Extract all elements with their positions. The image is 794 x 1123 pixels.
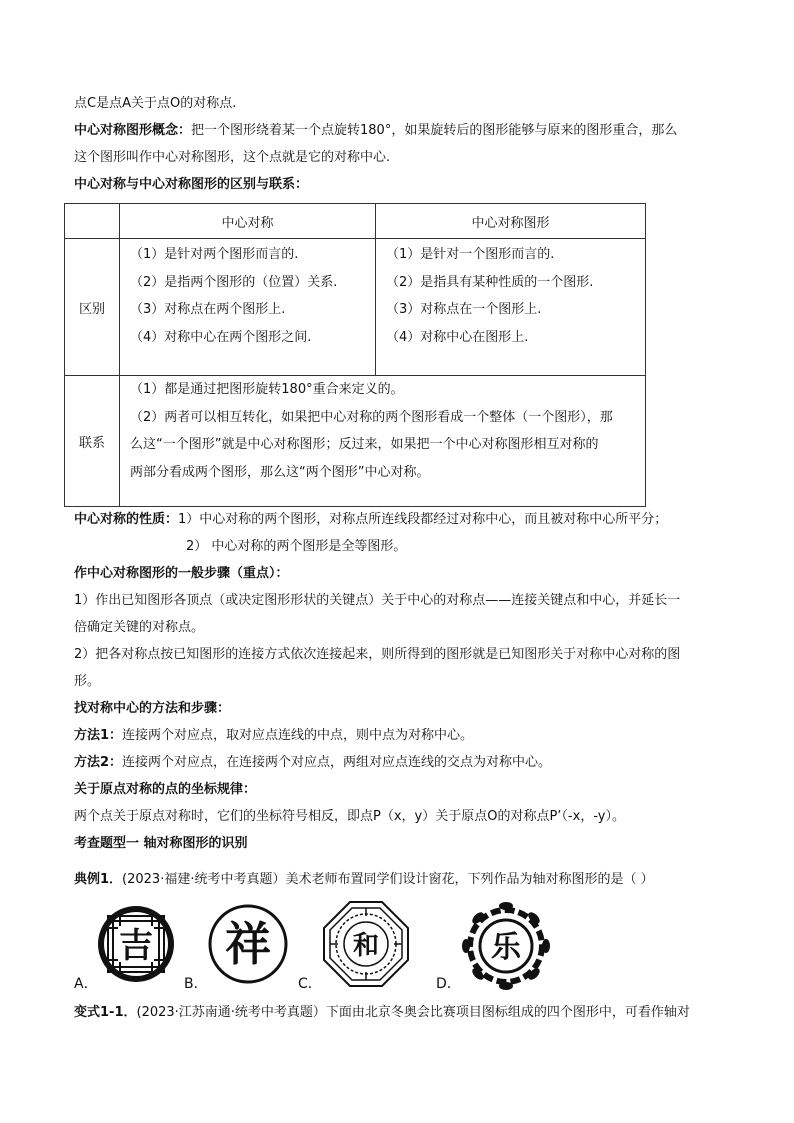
- row-label-relation: 联系: [65, 376, 120, 507]
- origin-text: 两个点关于原点对称时，它们的坐标符号相反，即点P（x，y）关于原点O的对称点P’（-x，-y）。: [74, 809, 625, 824]
- list-item: （2）是指具有某种性质的一个图形.: [386, 274, 594, 290]
- concept-text-1: 把一个图形绕着某一个点旋转180°，如果旋转后的图形能够与原来的图形重合，那么: [191, 123, 678, 138]
- row-label-difference: 区别: [65, 239, 120, 376]
- table-header-row: [65, 204, 646, 239]
- list-item: （2）是指两个图形的（位置）关系.: [130, 274, 338, 290]
- step-2-line-1: 2）把各对称点按已知图形的连接方式依次连接起来，则所得到的图形就是已知图形关于对称中心对称的图: [74, 647, 681, 662]
- example-text: (2023·福建·统考中考真题）美术老师布置同学们设计窗花，下列作品为轴对称图形的是（ ）: [122, 872, 654, 887]
- list-item: （1）都是通过把图形旋转180°重合来定义的。: [130, 382, 404, 397]
- paper-cut-le-figure: [460, 900, 552, 992]
- method-1-text: 连接两个对应点，取对应点连线的中点，则中点为对称中心。: [122, 728, 474, 743]
- intro-text: 点C是点A关于点O的对称点.: [74, 96, 237, 111]
- example-1: [74, 870, 654, 890]
- relation-cell: [120, 376, 646, 507]
- step-1-line-1: 1）作出已知图形各顶点（或决定图形形状的关键点）关于中心的对称点——连接关键点和中心，并延长一: [74, 593, 681, 608]
- list-item: （3）对称点在一个图形上.: [386, 302, 542, 317]
- list-item: （1）是针对两个图形而言的.: [130, 247, 299, 262]
- paper-cut-he-figure: [322, 900, 410, 988]
- table-row-difference: [65, 239, 646, 376]
- step-2-line-2: 形。: [74, 674, 101, 689]
- header-centrally-symmetric-figure: 中心对称图形: [376, 204, 646, 239]
- variant-text: (2023·江苏南通·统考中考真题）下面由北京冬奥会比赛项目图标组成的四个图形中，可看作轴对: [136, 1005, 690, 1020]
- figure-c-character: 和: [352, 931, 380, 961]
- table-corner-cell: [65, 204, 120, 239]
- list-item: （2）两者可以相互转化，如果把中心对称的两个图形看成一个整体（一个图形），那: [130, 409, 613, 425]
- difference-heading: 中心对称与中心对称图形的区别与联系：: [74, 177, 309, 192]
- method-2: [74, 753, 551, 773]
- property-2: 2） 中心对称的两个图形是全等图形。: [186, 539, 407, 554]
- option-b-label[interactable]: B．: [184, 976, 208, 992]
- method-1: [74, 726, 473, 746]
- method-2-text: 连接两个对应点，在连接两个对应点，两组对应点连线的交点为对称中心。: [122, 755, 552, 770]
- list-item: （3）对称点在两个图形上.: [130, 302, 286, 317]
- concept-label: 中心对称图形概念：: [74, 123, 192, 138]
- property-1: 1）中心对称的两个图形，对称点所连线段都经过对称中心，而且被对称中心所平分；: [178, 512, 668, 527]
- figure-a-character: 吉: [119, 926, 153, 966]
- variant-label: 变式1-1．: [74, 1005, 137, 1020]
- list-item: 两部分看成两个图形，那么这“两个图形”中心对称。: [130, 464, 430, 480]
- example-label: 典例1．: [74, 872, 123, 887]
- table-row-relation: [65, 376, 646, 507]
- concept-line-1: [74, 121, 677, 141]
- find-center-heading: 找对称中心的方法和步骤：: [74, 701, 231, 716]
- paper-cut-ji-figure: [96, 904, 176, 984]
- option-d-label[interactable]: D．: [436, 976, 461, 992]
- list-item: （1）是针对一个图形而言的.: [386, 247, 555, 262]
- step-1-line-2: 倍确定关键的对称点。: [74, 620, 205, 635]
- origin-heading: 关于原点对称的点的坐标规律：: [74, 782, 257, 797]
- list-item: 么这“一个图形”就是中心对称图形；反过来，如果把一个中心对称图形相互对称的: [130, 437, 599, 452]
- option-a-label[interactable]: A．: [74, 976, 98, 992]
- option-c-label[interactable]: C．: [298, 976, 322, 992]
- paper-cut-xiang-figure: [208, 904, 288, 984]
- steps-heading: 作中心对称图形的一般步骤（重点）：: [74, 566, 289, 581]
- method-2-label: 方法2：: [74, 755, 123, 770]
- header-central-symmetry: 中心对称: [120, 204, 376, 239]
- difference-central-symmetry-cell: [120, 239, 376, 376]
- comparison-table: [64, 203, 646, 507]
- difference-symmetric-figure-cell: [376, 239, 646, 376]
- figure-b-character: 祥: [225, 917, 271, 971]
- method-1-label: 方法1：: [74, 728, 123, 743]
- variant-1-1: [74, 1003, 690, 1023]
- topic-heading: 考查题型一 轴对称图形的识别: [74, 836, 248, 851]
- properties-line-1: [74, 510, 667, 530]
- figure-d-character: 乐: [491, 930, 521, 965]
- concept-line-2: 这个图形叫作中心对称图形，这个点就是它的对称中心.: [74, 150, 391, 165]
- list-item: （4）对称中心在图形上.: [386, 329, 529, 345]
- list-item: （4）对称中心在两个图形之间.: [130, 329, 312, 345]
- properties-label: 中心对称的性质：: [74, 512, 179, 527]
